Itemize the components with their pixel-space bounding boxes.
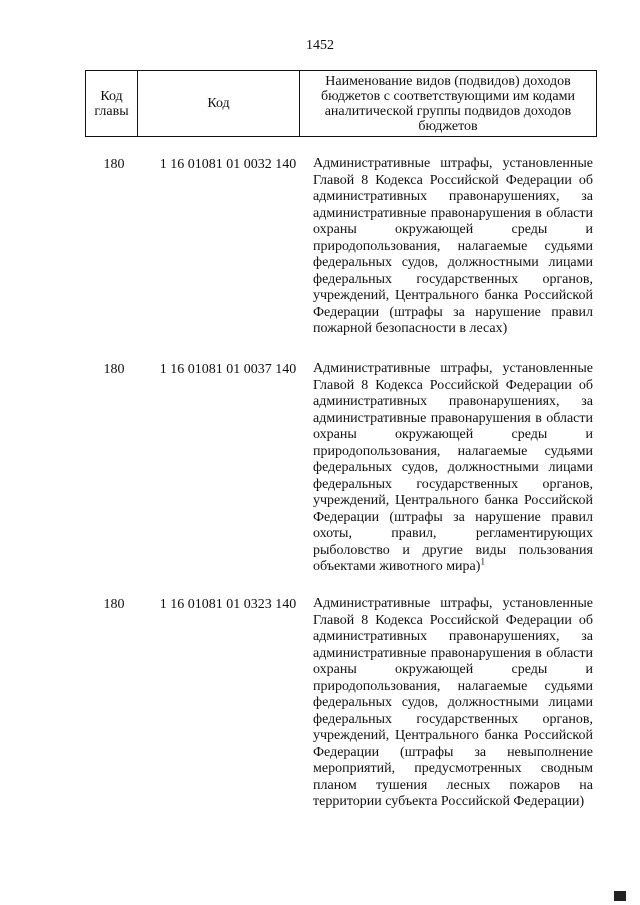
row-description: [313, 596, 593, 811]
header-code: Код: [138, 71, 300, 137]
header-chapter-line1: Код: [100, 88, 123, 104]
header-name: Наименование видов (подвидов) доходов бюджетов с соответствующими им кодами аналитической группы подвидов доходов бюджетов: [300, 71, 597, 137]
row-code: 1 16 01081 01 0037 140: [159, 362, 297, 377]
row-description-text: Административные штрафы, установленные Главой 8 Кодекса Российской Федерации об административных правонарушениях, за административные правонарушения в области охраны окружающей среды и природопользования, налагаемые судьями федеральных судов, должностными лицами федеральных государственных органов, учреждений, Центрального банка Российской Федерации (штрафы за нарушение правил пожарной безопасности в лесах): [313, 156, 593, 336]
footnote-marker: 1: [480, 556, 485, 567]
table-header: [85, 70, 597, 137]
table-row: [85, 361, 597, 596]
row-description-text: Административные штрафы, установленные Главой 8 Кодекса Российской Федерации об административных правонарушениях, за административные правонарушения в области охраны окружающей среды и природопользования, налагаемые судьями федеральных судов, должностными лицами федеральных государственных органов, учреждений, Центрального банка Российской Федерации (штрафы за невыполнение мероприятий, предусмотренных сводным планом тушения лесных пожаров на территории субъекта Российской Федерации): [313, 596, 593, 809]
table-body: [85, 156, 597, 811]
row-chapter: 180: [103, 597, 125, 612]
header-chapter-code: [86, 71, 138, 137]
page-number: 1452: [306, 38, 334, 53]
table-row: [85, 156, 597, 361]
row-chapter: 180: [103, 157, 125, 172]
row-code: 1 16 01081 01 0323 140: [159, 597, 297, 612]
header-chapter-line2: главы: [94, 103, 129, 119]
row-description: [313, 361, 593, 576]
scan-corner-mark: [614, 891, 626, 901]
table-row: [85, 596, 597, 811]
row-description-text: Административные штрафы, установленные Главой 8 Кодекса Российской Федерации об административных правонарушениях, за административные правонарушения в области охраны окружающей среды и природопользования, налагаемые судьями федеральных судов, должностными лицами федеральных государственных органов, учреждений, Центрального банка Российской Федерации (штрафы за нарушение правил охоты, правил, регламентирующих рыболовство и другие виды пользования объектами животного мира): [313, 361, 593, 574]
row-description: [313, 156, 593, 338]
row-code: 1 16 01081 01 0032 140: [159, 157, 297, 172]
row-chapter: 180: [103, 362, 125, 377]
